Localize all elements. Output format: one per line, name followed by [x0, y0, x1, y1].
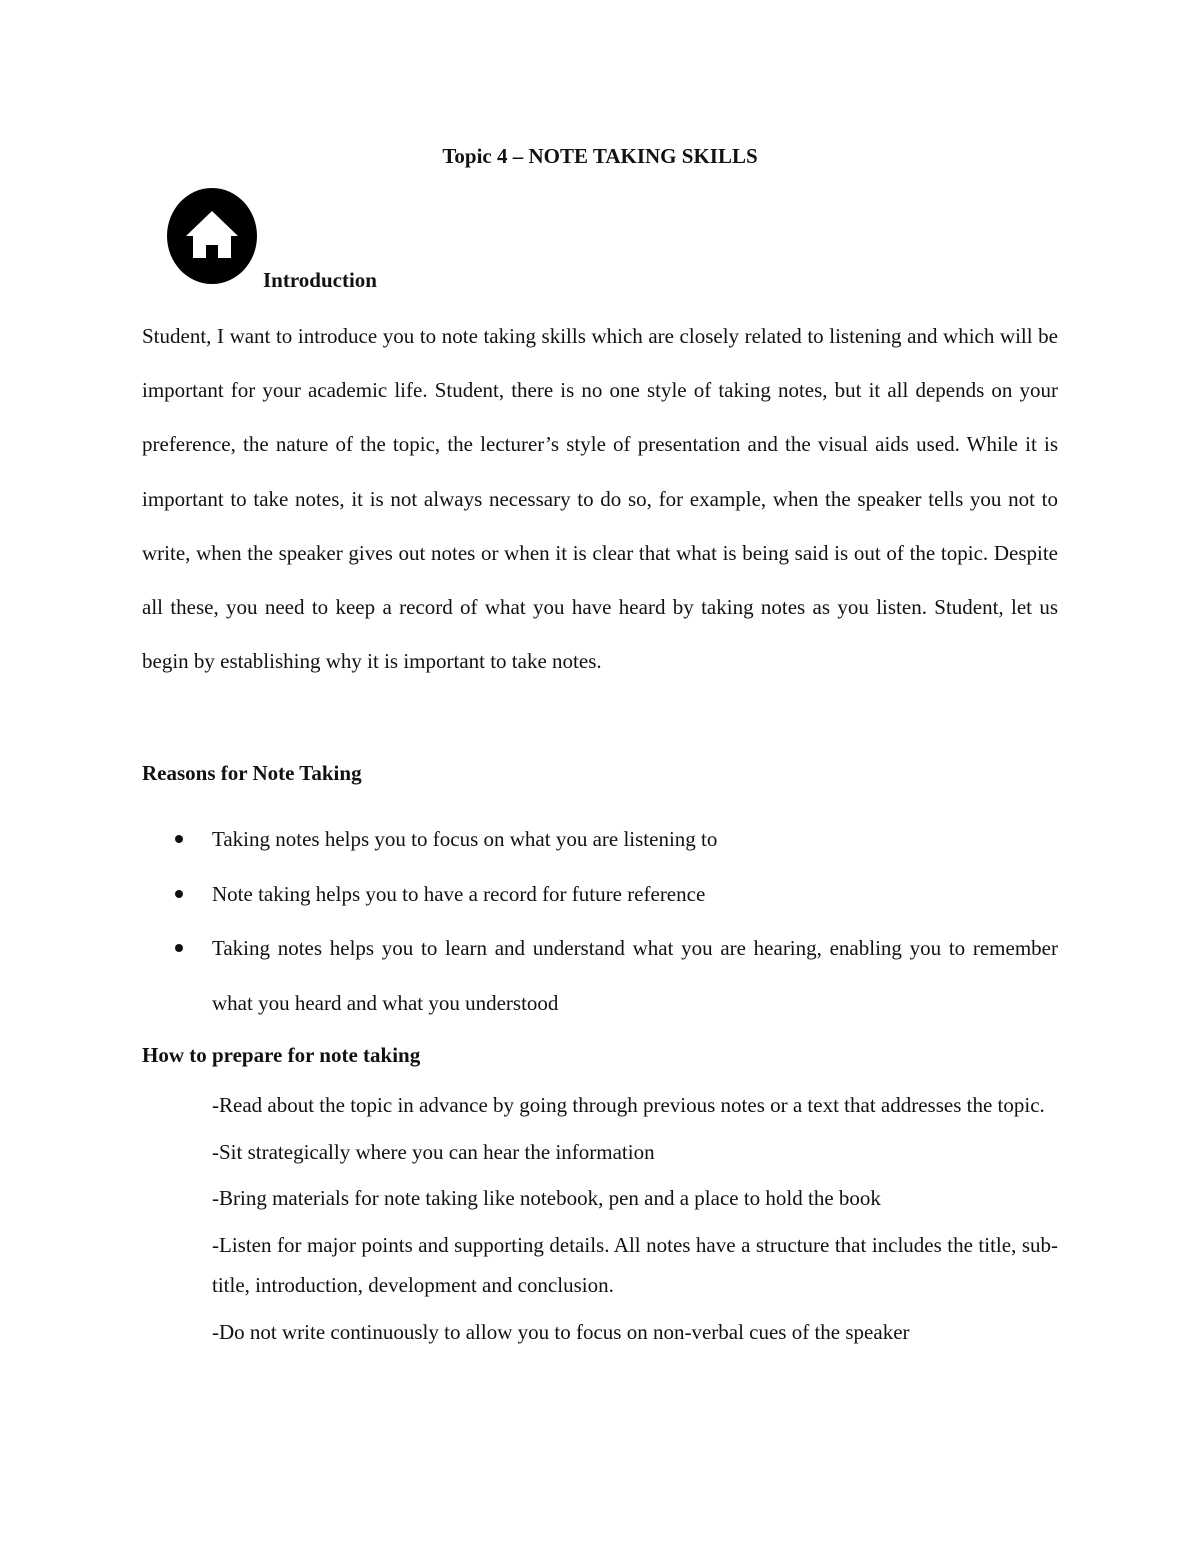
home-icon	[166, 187, 258, 285]
list-item: -Listen for major points and supporting details. All notes have a structure that includes the title, sub-title, introduction, development and conclusion.	[212, 1232, 1058, 1297]
list-item: Taking notes helps you to focus on what you are listening to	[142, 812, 1058, 867]
list-item: -Do not write continuously to allow you to focus on non-verbal cues of the speaker	[212, 1319, 910, 1344]
reasons-heading: Reasons for Note Taking	[142, 761, 362, 785]
bullet-icon	[175, 890, 183, 898]
bullet-icon	[175, 944, 183, 952]
list-item: Note taking helps you to have a record for future reference	[142, 867, 1058, 922]
list-item: -Read about the topic in advance by going through previous notes or a text that addresses the topic.	[212, 1093, 1045, 1117]
introduction-paragraph: Student, I want to introduce you to note taking skills which are closely related to listening and which will be important for your academic life. Student, there is no one style of taking notes, but it all depends on your preference, the nature of the topic, the lecturer’s style of presentation and the visual aids used. While it is important to take notes, it is not always necessary to do so, for example, when the speaker tells you not to write, when the speaker gives out notes or when it is clear that what is being said is out of the topic. Despite all these, you need to keep a record of what you have heard by taking notes as you listen. Student, let us begin by establishing why it is important to take notes.	[142, 324, 1058, 674]
preparation-heading: How to prepare for note taking	[142, 1043, 421, 1067]
page-title: Topic 4 – NOTE TAKING SKILLS	[442, 144, 758, 168]
preparation-list	[212, 1085, 1058, 1358]
reasons-list	[142, 812, 1058, 1030]
introduction-heading: Introduction	[263, 268, 377, 292]
list-item: Taking notes helps you to learn and understand what you are hearing, enabling you to remember what you heard and what you understood	[142, 921, 1058, 1030]
list-item: -Bring materials for note taking like notebook, pen and a place to hold the book	[212, 1186, 881, 1210]
bullet-icon	[175, 835, 183, 843]
list-item: -Sit strategically where you can hear the information	[212, 1139, 655, 1164]
